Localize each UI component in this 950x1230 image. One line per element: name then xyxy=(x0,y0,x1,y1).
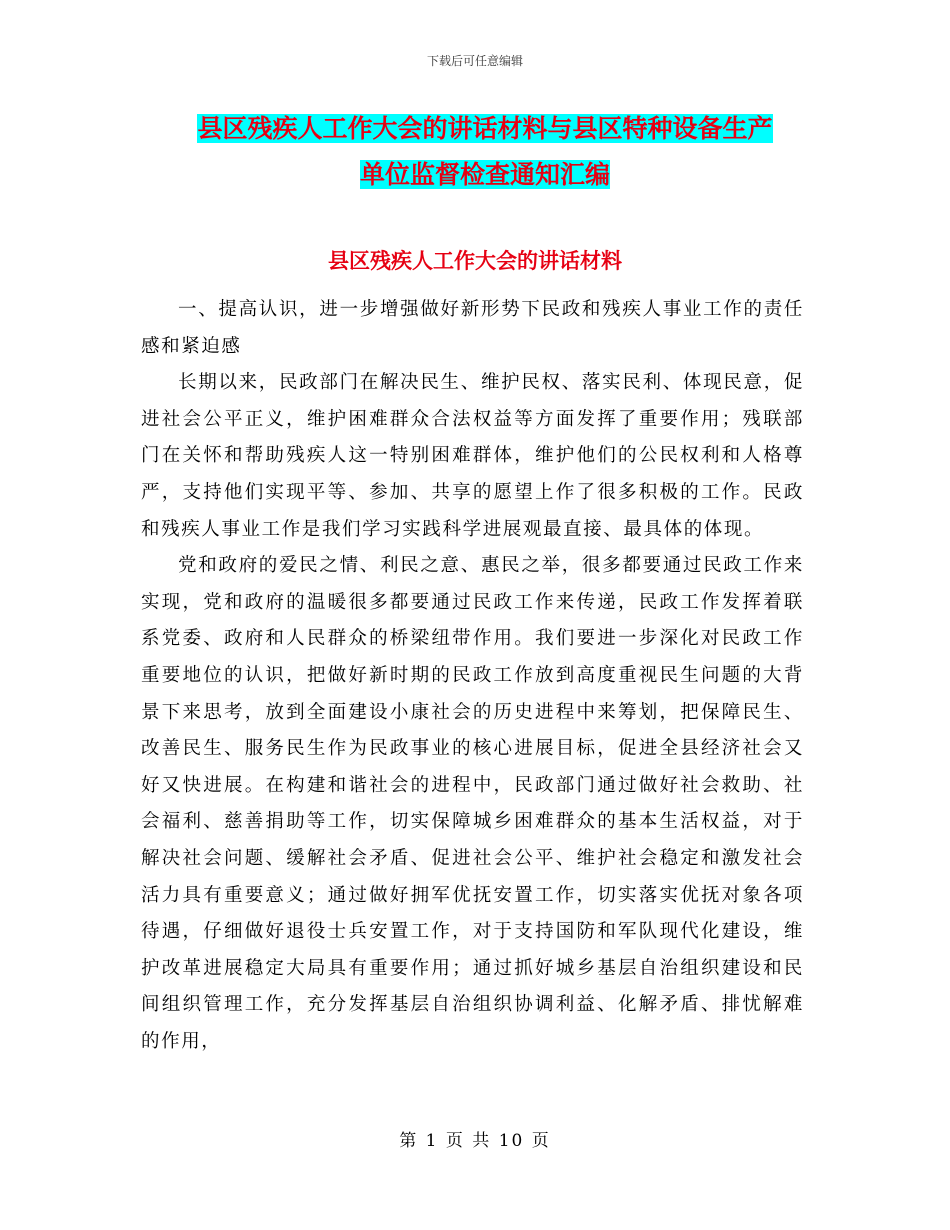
page-number-footer: 第 1 页 共 10 页 xyxy=(399,1131,551,1151)
document-body xyxy=(141,292,804,1060)
section-title: 县区残疾人工作大会的讲话材料 xyxy=(328,249,622,273)
document-title-line2: 单位监督检查通知汇编 xyxy=(359,160,610,189)
document-title-line1: 县区残疾人工作大会的讲话材料与县区特种设备生产 xyxy=(197,114,773,143)
paragraph: 长期以来，民政部门在解决民生、维护民权、落实民利、体现民意，促进社会公平正义，维护困难群众合法权益等方面发挥了重要作用；残联部门在关怀和帮助残疾人这一特别困难群体，维护他们的公民权利和人格尊严，支持他们实现平等、参加、共享的愿望上作了很多积极的工作。民政和残疾人事业工作是我们学习实践科学进展观最直接、最具体的体现。 xyxy=(141,372,804,540)
paragraph-heading: 一、提高认识，进一步增强做好新形势下民政和残疾人事业工作的责任感和紧迫感 xyxy=(141,299,804,357)
page-header-note: 下载后可任意编辑 xyxy=(426,54,523,68)
document-title xyxy=(140,106,830,198)
paragraph: 党和政府的爱民之情、利民之意、惠民之举，很多都要通过民政工作来实现，党和政府的温暖很多都要通过民政工作来传递，民政工作发挥着联系党委、政府和人民群众的桥梁纽带作用。我们要进一步深化对民政工作重要地位的认识，把做好新时期的民政工作放到高度重视民生问题的大背景下来思考，放到全面建设小康社会的历史进程中来筹划，把保障民生、改善民生、服务民生作为民政事业的核心进展目标，促进全县经济社会又好又快进展。在构建和谐社会的进程中，民政部门通过做好社会救助、社会福利、慈善捐助等工作，切实保障城乡困难群众的基本生活权益，对于解决社会问题、缓解社会矛盾、促进社会公平、维护社会稳定和激发社会活力具有重要意义；通过做好拥军优抚安置工作，切实落实优抚对象各项待遇，仔细做好退役士兵安置工作，对于支持国防和军队现代化建设，维护改革进展稳定大局具有重要作用；通过抓好城乡基层自治组织建设和民间组织管理工作，充分发挥基层自治组织协调利益、化解矛盾、排忧解难的作用， xyxy=(141,555,804,1052)
